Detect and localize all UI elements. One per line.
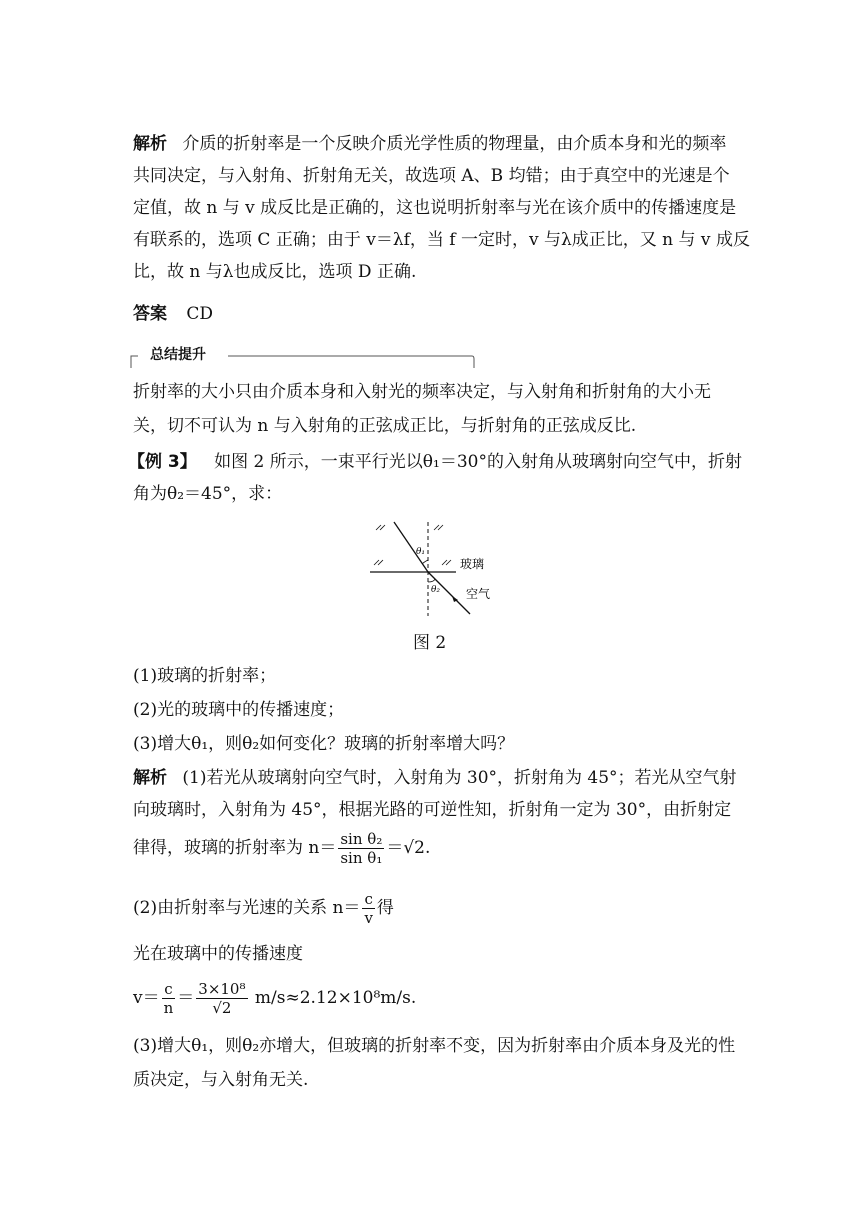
refractive-index-text: 律得，玻璃的折射率为 n＝ bbox=[133, 838, 337, 858]
speed-eq-pre: v＝ bbox=[133, 988, 160, 1008]
analysis-line-3: 定值，故 n 与 v 成反比是正确的，这也说明折射率与光在该介质中的传播速度是 bbox=[133, 198, 737, 218]
value-fraction: $\frac{\text{3×10⁸}}{√2}$ bbox=[198, 980, 246, 1017]
example-line-2: 角为θ₂＝45°，求： bbox=[133, 484, 283, 504]
analysis-line-2: 共同决定，与入射角、折射角无关，故选项 A、B 均错；由于真空中的光速是个 bbox=[133, 166, 730, 186]
example-label: 【例 3】 bbox=[128, 452, 197, 472]
analysis2-line-1 bbox=[133, 766, 737, 790]
theta1-label: θ₁ bbox=[416, 547, 426, 557]
air-label: 空气 bbox=[466, 587, 491, 601]
answer-line bbox=[133, 302, 213, 326]
analysis2-text: (1)若光从玻璃射向空气时，入射角为 30°，折射角为 45°；若光从空气射 bbox=[182, 768, 737, 788]
speed-relation-text: (2)由折射率与光速的关系 n＝ bbox=[133, 898, 361, 918]
analysis-line-1 bbox=[133, 132, 726, 156]
analysis2-line-2: 向玻璃时，入射角为 45°，根据光路的可逆性知，折射角一定为 30°，由折射定 bbox=[133, 800, 732, 820]
theta2-label: θ₂ bbox=[431, 585, 441, 595]
c-over-n-fraction: $\frac{c}{n}$ bbox=[163, 980, 174, 1017]
question-1: (1)玻璃的折射率； bbox=[133, 666, 277, 686]
summary-line-1: 折射率的大小只由介质本身和入射光的频率决定，与入射角和折射角的大小无 bbox=[133, 382, 711, 402]
analysis-line-4: 有联系的，选项 C 正确；由于 v＝λf，当 f 一定时，v 与λ成正比，又 n 与 v 成反 bbox=[133, 230, 750, 250]
answer-label: 答案 bbox=[133, 304, 167, 324]
example-text: 如图 2 所示，一束平行光以θ₁＝30°的入射角从玻璃射向空气中，折射 bbox=[214, 452, 742, 472]
refraction-figure bbox=[368, 518, 498, 618]
sin-fraction: $\frac{\text{sin θ₂}}{\text{sin θ₁}}$ bbox=[340, 830, 383, 867]
summary-line-2: 关，切不可认为 n 与入射角的正弦成正比，与折射角的正弦成反比. bbox=[133, 416, 637, 436]
analysis2-p2-line-2: 光在玻璃中的传播速度 bbox=[133, 944, 303, 964]
speed-eq-mid: ＝ bbox=[177, 988, 195, 1008]
question-3: (3)增大θ₁，则θ₂如何变化？玻璃的折射率增大吗？ bbox=[133, 734, 515, 754]
analysis-label: 解析 bbox=[133, 134, 167, 154]
analysis2-p2-line-1 bbox=[133, 888, 394, 928]
example-line-1 bbox=[128, 450, 742, 474]
glass-label: 玻璃 bbox=[460, 557, 485, 571]
answer-value: CD bbox=[186, 304, 214, 324]
speed-relation-post: 得 bbox=[376, 898, 394, 918]
figure-caption: 图 2 bbox=[413, 633, 447, 653]
speed-eq-result: m/s≈2.12×10⁸m/s. bbox=[249, 988, 417, 1008]
refractive-index-result: ＝√2. bbox=[386, 838, 431, 858]
analysis-line-5: 比，故 n 与λ也成反比，选项 D 正确. bbox=[133, 262, 417, 282]
question-2: (2)光的玻璃中的传播速度； bbox=[133, 700, 345, 720]
analysis2-label: 解析 bbox=[133, 768, 167, 788]
summary-title: 总结提升 bbox=[146, 344, 210, 364]
analysis2-line-3 bbox=[133, 828, 430, 868]
analysis2-p2-equation bbox=[133, 976, 416, 1020]
analysis2-p3-line-1: (3)增大θ₁，则θ₂亦增大，但玻璃的折射率不变，因为折射率由介质本身及光的性 bbox=[133, 1036, 736, 1056]
analysis2-p3-line-2: 质决定，与入射角无关. bbox=[133, 1070, 309, 1090]
analysis-text: 介质的折射率是一个反映介质光学性质的物理量，由介质本身和光的频率 bbox=[182, 134, 727, 154]
c-over-v-fraction: $\frac{c}{v}$ bbox=[364, 890, 373, 927]
